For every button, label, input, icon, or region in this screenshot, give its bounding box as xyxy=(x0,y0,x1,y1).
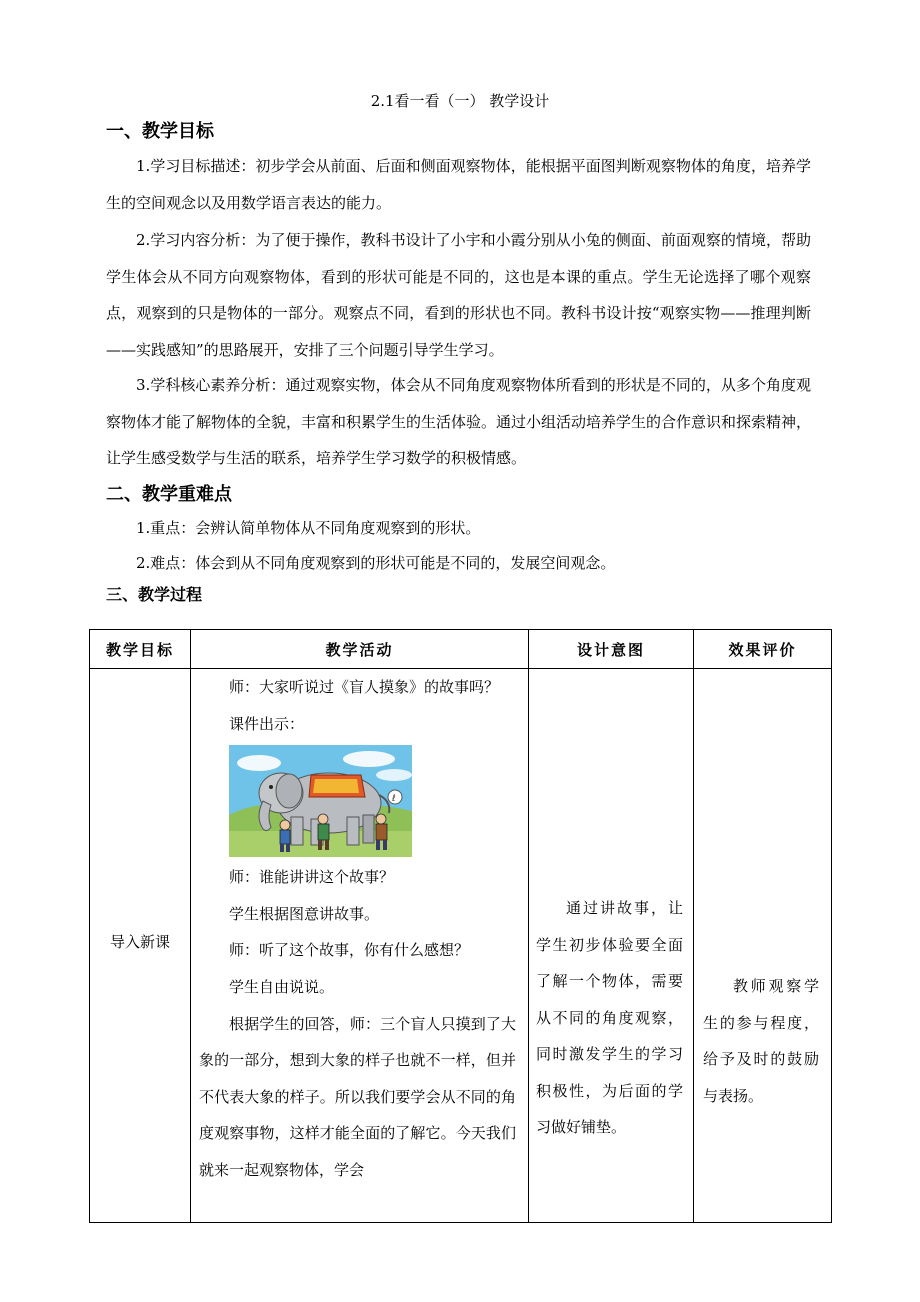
header-teaching-goal: 教学目标 xyxy=(90,630,191,669)
goal-text: 导入新课 xyxy=(109,933,170,951)
svg-text:ℓ: ℓ xyxy=(392,794,396,805)
table-row xyxy=(90,669,832,1223)
heading-teaching-process: 三、教学过程 xyxy=(106,585,203,604)
heading-teaching-objectives: 一、教学目标 xyxy=(106,121,214,142)
intent-cell xyxy=(529,669,694,1223)
activity-line-5: 师：听了这个故事，你有什么感想？ xyxy=(229,941,470,960)
activity-line-6: 学生自由说说。 xyxy=(229,977,335,996)
activity-line-2: 课件出示： xyxy=(229,714,305,733)
lesson-plan-table xyxy=(89,629,832,1223)
activity-cell xyxy=(191,669,529,1223)
table-header-row xyxy=(90,630,832,669)
header-design-intent: 设计意图 xyxy=(529,630,694,669)
intent-text-block xyxy=(536,890,683,1146)
objective-paragraph-2: 2.学习内容分析：为了便于操作，教科书设计了小宇和小霞分别从小兔的侧面、前面观察的情境，帮助学生体会从不同方向观察物体，看到的形状可能是不同的，这也是本课的重点。学生无论选择了哪个观察点，观察到的只是物体的一部分。观察点不同，看到的形状也不同。教科书设计按“观察实物——推理判断——实践感知”的思路展开，安排了三个问题引导学生学习。 xyxy=(106,231,811,359)
activity-line-1: 师：大家听说过《盲人摸象》的故事吗？ xyxy=(229,678,500,696)
activity-line-3: 师：谁能讲讲这个故事？ xyxy=(229,868,395,887)
goal-cell xyxy=(90,669,191,1223)
header-effect-evaluation: 效果评价 xyxy=(694,630,832,669)
activity-line-4: 学生根据图意讲故事。 xyxy=(229,904,380,923)
activity-line-7: 根据学生的回答，师：三个盲人只摸到了大象的一部分，想到大象的样子也就不一样，但并不代表大象的样子。所以我们要学会从不同的角度观察事物，这样才能全面的了解它。今天我们就来一起观察物体，学会 xyxy=(199,1014,516,1179)
objective-paragraph-3: 3.学科核心素养分析：通过观察实物，体会从不同角度观察物体所看到的形状是不同的，从多个角度观察物体才能了解物体的全貌，丰富和积累学生的生活体验。通过小组活动培养学生的合作意识和探索精神，让学生感受数学与生活的联系，培养学生学习数学的积极情感。 xyxy=(106,376,812,467)
evaluation-cell xyxy=(694,669,832,1223)
blind-men-elephant-illustration xyxy=(229,745,412,857)
objective-paragraph-1: 1.学习目标描述：初步学会从前面、后面和侧面观察物体，能根据平面图判断观察物体的角度，培养学生的空间观念以及用数学语言表达的能力。 xyxy=(106,157,811,212)
header-teaching-activity: 教学活动 xyxy=(191,630,529,669)
intent-text: 通过讲故事，让学生初步体验要全面了解一个物体，需要从不同的角度观察，同时激发学生的学习积极性，为后面的学习做好铺垫。 xyxy=(536,899,683,1136)
evaluation-text-block xyxy=(703,968,819,1114)
difficult-point-paragraph: 2.难点：体会到从不同角度观察到的形状可能是不同的，发展空间观念。 xyxy=(136,554,616,572)
evaluation-text: 教师观察学生的参与程度，给予及时的鼓励与表扬。 xyxy=(703,977,819,1105)
heading-key-points: 二、教学重难点 xyxy=(106,484,232,505)
document-title: 2.1看一看（一） 教学设计 xyxy=(370,92,550,110)
activity-content xyxy=(199,669,516,1189)
key-point-paragraph: 1.重点：会辨认简单物体从不同角度观察到的形状。 xyxy=(136,519,481,537)
